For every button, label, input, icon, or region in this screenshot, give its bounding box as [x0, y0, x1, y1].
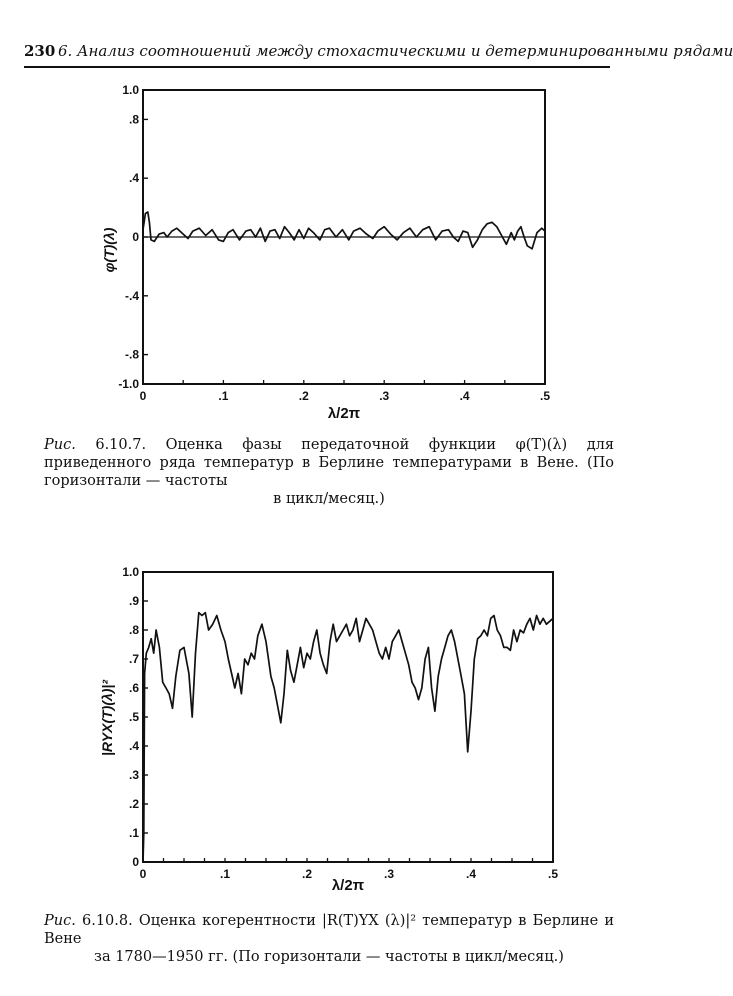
- y-tick-label: .3: [128, 768, 139, 782]
- running-title: 6. Анализ соотношений между стохастическими и детерминированными рядами: [58, 42, 733, 60]
- y-tick-label: 0: [132, 230, 139, 244]
- y-tick-label: .7: [128, 652, 139, 666]
- x-tick-label: .4: [465, 867, 477, 881]
- x-tick-label: .3: [379, 389, 390, 403]
- y-tick-label: .9: [128, 594, 139, 608]
- figure2-caption: [44, 912, 614, 966]
- x-tick-label: 0: [139, 867, 147, 881]
- coherence-chart: [0, 558, 650, 898]
- x-tick-label: .1: [218, 389, 229, 403]
- plot-frame: [143, 572, 553, 862]
- caption-number: 6.10.7.: [95, 437, 147, 453]
- caption-text-3: в цикл/месяц.): [273, 491, 385, 507]
- y-axis-label: |RYX(T)(λ)|²: [99, 679, 115, 757]
- running-header: [24, 40, 733, 68]
- caption-text-1: Оценка когерентности |R(T)YX (λ)|² температур в Берлине и Вене: [44, 913, 615, 947]
- x-tick-label: .2: [301, 867, 313, 881]
- data-series-line: [143, 613, 553, 862]
- plot-lines: [143, 212, 545, 249]
- y-tick-label: 0: [132, 855, 139, 869]
- caption-text-2: ряда температур в Берлине температурами в Вене. (По горизонтали — частоты: [44, 455, 614, 489]
- x-tick-label: .5: [547, 867, 559, 881]
- figure1-caption: [44, 436, 614, 508]
- y-tick-label: .4: [128, 739, 139, 753]
- y-tick-label: .6: [128, 681, 139, 695]
- caption-label: Рис.: [44, 437, 76, 453]
- x-tick-label: .4: [459, 389, 470, 403]
- y-tick-label: -.4: [124, 288, 139, 303]
- y-axis-label: φ(T)(λ): [101, 227, 117, 273]
- x-axis-label: λ/2π: [331, 877, 365, 894]
- y-tick-label: .5: [128, 710, 139, 724]
- plot-lines: [143, 613, 553, 862]
- x-axis-label: λ/2π: [327, 405, 361, 422]
- y-tick-label: -1.0: [118, 377, 139, 391]
- y-tick-label: .4: [128, 171, 139, 186]
- x-tick-label: .5: [539, 389, 551, 403]
- x-tick-label: .2: [298, 389, 309, 403]
- y-tick-label: .8: [128, 623, 139, 637]
- y-tick-label: .2: [128, 797, 139, 811]
- data-series-line: [143, 212, 545, 249]
- y-tick-label: .8: [128, 112, 139, 127]
- y-tick-label: 1.0: [122, 83, 139, 97]
- x-tick-label: .3: [383, 867, 395, 881]
- x-tick-label: 0: [139, 389, 147, 403]
- y-tick-label: 1.0: [122, 565, 139, 579]
- caption-text-1: Оценка фазы передаточной функции φ(T)(λ) для приведенного: [44, 437, 615, 471]
- caption-number: 6.10.8.: [81, 913, 133, 929]
- x-tick-label: .1: [219, 867, 231, 881]
- caption-text-2: за 1780—1950 гг. (По горизонтали — частоты в цикл/месяц.): [94, 949, 564, 965]
- y-tick-label: .1: [128, 826, 139, 840]
- page-number: 230: [24, 42, 56, 60]
- phase-chart: [0, 78, 650, 498]
- y-tick-label: -.8: [124, 347, 139, 362]
- caption-label: Рис.: [44, 913, 76, 929]
